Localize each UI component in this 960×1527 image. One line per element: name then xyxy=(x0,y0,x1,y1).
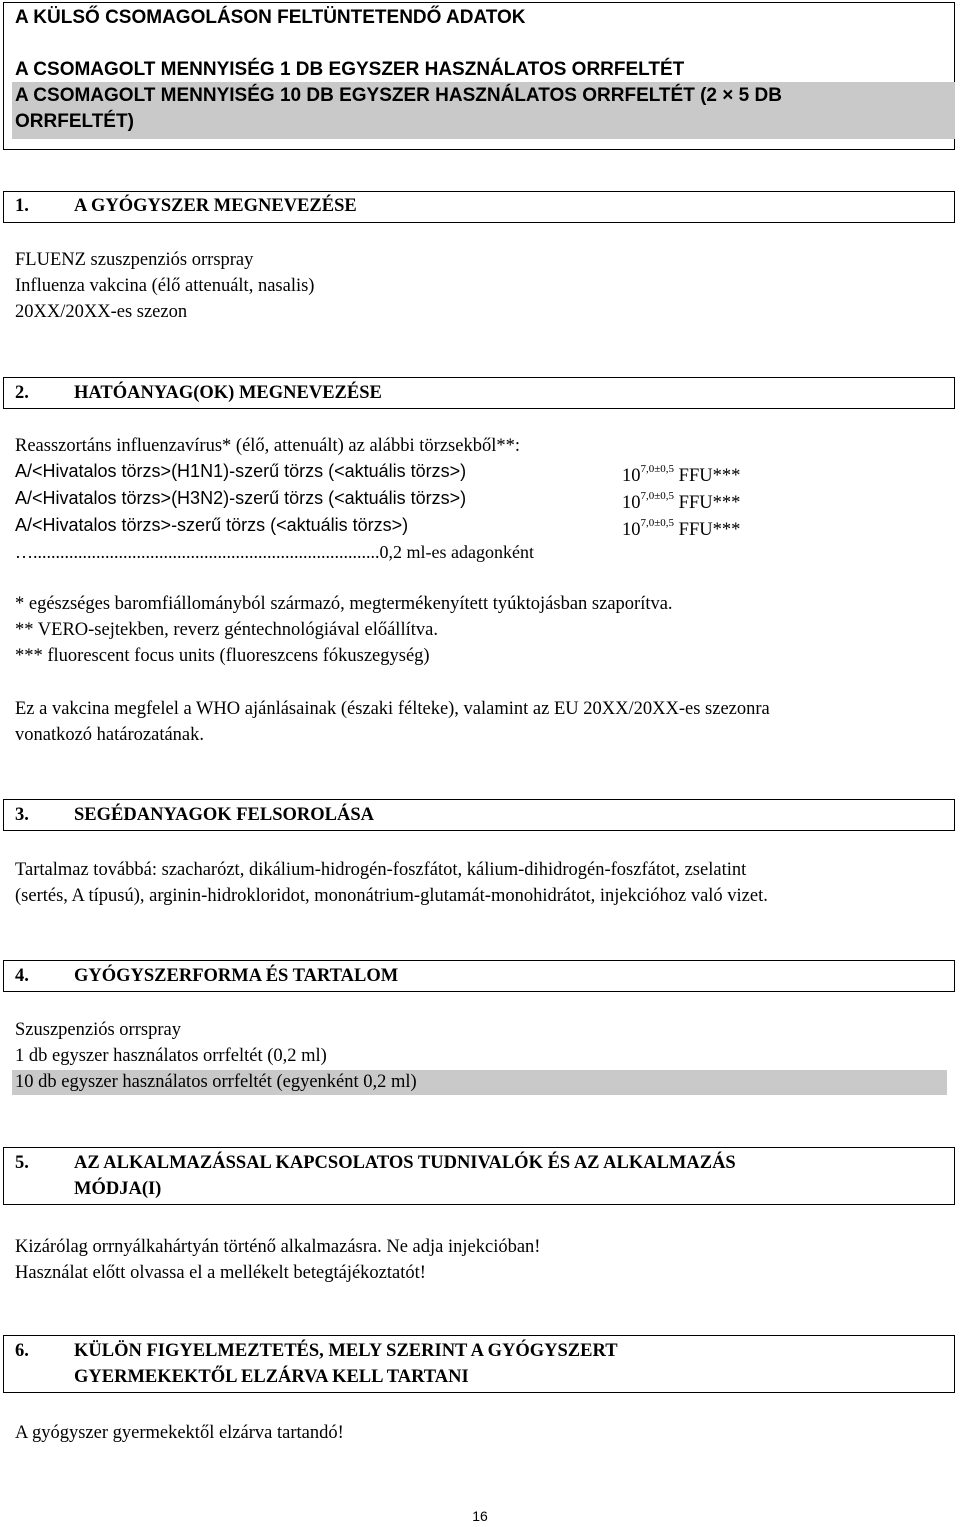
footnote-3: *** fluorescent focus units (fluoreszcens fókuszegység) xyxy=(15,646,430,666)
package-line-2: A CSOMAGOLT MENNYISÉG 10 DB EGYSZER HASZNÁLATOS ORRFELTÉT (2 × 5 DB xyxy=(15,85,782,106)
strain-potency: $10^{7,0\pm 0,5}$ FFU*** xyxy=(622,463,741,487)
footnote-1: * egészséges baromfiállományból származó, megtermékenyített tyúktojásban szaporítva. xyxy=(15,594,673,614)
active-intro: Reasszortáns influenzavírus* (élő, attenuált) az alábbi törzsekből**: xyxy=(15,436,520,456)
package-line-1: A CSOMAGOLT MENNYISÉG 1 DB EGYSZER HASZNÁLATOS ORRFELTÉT xyxy=(15,59,685,80)
dosage-form: Szuszpenziós orrspray xyxy=(15,1020,181,1040)
footnote-2: ** VERO-sejtekben, reverz géntechnológiával előállítva. xyxy=(15,620,438,640)
section-3-heading xyxy=(15,802,374,828)
section-5-title: AZ ALKALMAZÁSSAL KAPCSOLATOS TUDNIVALÓK ÉS AZ ALKALMAZÁS MÓDJA(I) xyxy=(74,1153,736,1199)
package-line-3: ORRFELTÉT) xyxy=(15,111,134,132)
product-description: Influenza vakcina (élő attenuált, nasalis) xyxy=(15,276,315,296)
keep-away-children: A gyógyszer gyermekektől elzárva tartandó! xyxy=(15,1423,344,1443)
section-1-number: 1. xyxy=(15,196,29,216)
product-name: FLUENZ szuszpenziós orrspray xyxy=(15,250,254,270)
pack-1: 1 db egyszer használatos orrfeltét (0,2 ml) xyxy=(15,1046,327,1066)
strain-potency: $10^{7,0\pm 0,5}$ FFU*** xyxy=(622,490,741,514)
section-4-title: GYÓGYSZERFORMA ÉS TARTALOM xyxy=(74,966,399,986)
strain-name: A/<Hivatalos törzs>-szerű törzs (<aktuális törzs>) xyxy=(15,515,409,535)
section-6-heading xyxy=(15,1338,618,1390)
page-number: 16 xyxy=(472,1508,488,1524)
who-statement-line-2: vonatkozó határozatának. xyxy=(15,725,205,745)
section-3-number: 3. xyxy=(15,805,29,825)
section-5-number: 5. xyxy=(15,1153,29,1173)
section-2-heading xyxy=(15,380,382,406)
section-1-title: A GYÓGYSZER MEGNEVEZÉSE xyxy=(74,196,357,216)
section-3-title: SEGÉDANYAGOK FELSOROLÁSA xyxy=(74,805,375,825)
section-2-number: 2. xyxy=(15,383,29,403)
section-5-heading xyxy=(15,1150,736,1202)
excipients-line-2: (sertés, A típusú), arginin-hidrokloridot, mononátrium-glutamát-monohidrátot, injekcióhoz való vizet. xyxy=(15,886,768,906)
excipients-line-1: Tartalmaz továbbá: szacharózt, dikálium-hidrogén-foszfátot, kálium-dihidrogén-foszfátot, zselatint xyxy=(15,860,747,880)
strain-name: A/<Hivatalos törzs>(H3N2)-szerű törzs (<aktuális törzs>) xyxy=(15,488,467,508)
section-4-number: 4. xyxy=(15,966,29,986)
strain-name: A/<Hivatalos törzs>(H1N1)-szerű törzs (<aktuális törzs>) xyxy=(15,461,467,481)
dose-line: ….............................................................................0,2 ml-es adagonként xyxy=(15,542,534,562)
season: 20XX/20XX-es szezon xyxy=(15,302,188,322)
section-6-title: KÜLÖN FIGYELMEZTETÉS, MELY SZERINT A GYÓGYSZERT GYERMEKEKTŐL ELZÁRVA KELL TARTANI xyxy=(74,1341,618,1387)
read-leaflet: Használat előtt olvassa el a mellékelt betegtájékoztatót! xyxy=(15,1263,426,1283)
section-1-heading xyxy=(15,193,357,219)
document-title: A KÜLSŐ CSOMAGOLÁSON FELTÜNTETENDŐ ADATOK xyxy=(15,7,526,28)
pack-10: 10 db egyszer használatos orrfeltét (egyenként 0,2 ml) xyxy=(15,1072,417,1092)
section-2-title: HATÓANYAG(OK) MEGNEVEZÉSE xyxy=(74,383,382,403)
section-6-number: 6. xyxy=(15,1341,29,1361)
section-4-heading xyxy=(15,963,398,989)
who-statement-line-1: Ez a vakcina megfelel a WHO ajánlásainak (északi félteke), valamint az EU 20XX/20XX-es szezonra xyxy=(15,699,770,719)
administration-route: Kizárólag orrnyálkahártyán történő alkalmazásra. Ne adja injekcióban! xyxy=(15,1237,541,1257)
strain-potency: $10^{7,0\pm 0,5}$ FFU*** xyxy=(622,517,741,541)
